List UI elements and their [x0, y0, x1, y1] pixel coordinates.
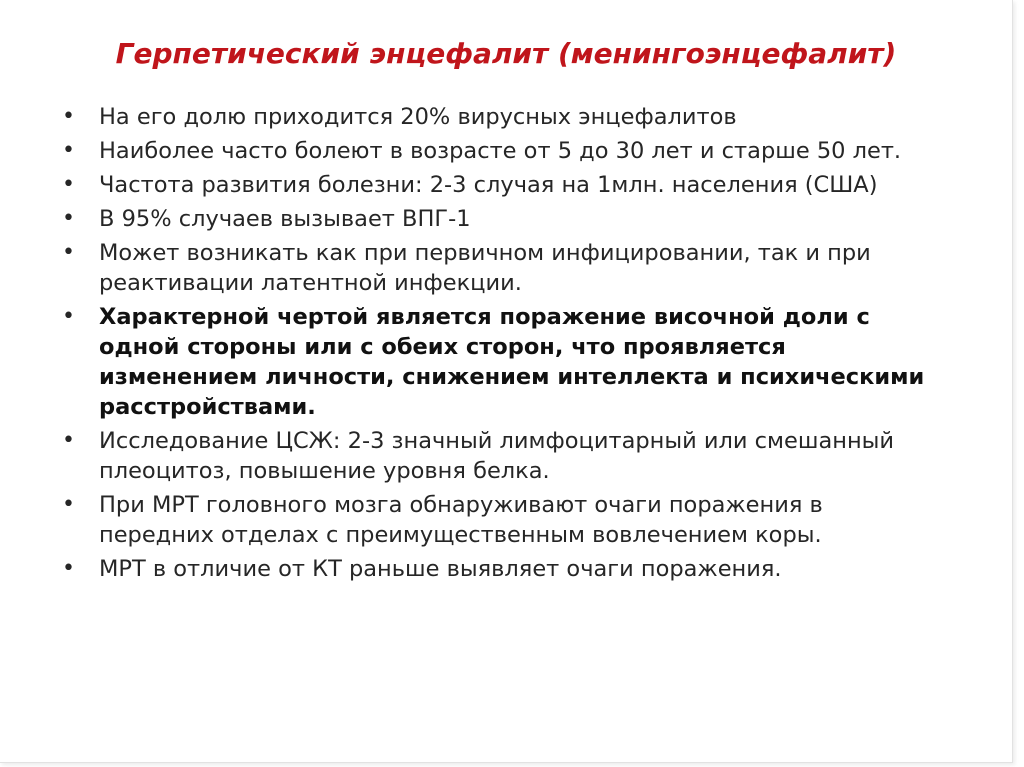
- bullet-icon: •: [62, 206, 75, 231]
- bullet-text: На его долю приходится 20% вирусных энцефалитов: [99, 104, 737, 130]
- bullet-item: [62, 238, 942, 298]
- bullet-icon: •: [62, 240, 75, 265]
- bullet-icon: •: [62, 428, 75, 453]
- bullet-text: Наиболее часто болеют в возрасте от 5 до 30 лет и старше 50 лет.: [99, 138, 902, 164]
- bullet-text: Может возникать как при первичном инфицировании, так и при реактивации латентной инфекции.: [99, 240, 871, 296]
- bullet-text: Исследование ЦСЖ: 2-3 значный лимфоцитарный или смешанный плеоцитоз, повышение уровня белка.: [99, 428, 895, 484]
- slide-title: Герпетический энцефалит (менингоэнцефалит): [115, 37, 897, 70]
- bullet-item: [62, 554, 942, 584]
- bullet-icon: •: [62, 304, 75, 329]
- bullet-item: [62, 170, 942, 200]
- bullet-icon: •: [62, 138, 75, 163]
- bullet-list: [62, 102, 942, 588]
- bullet-item: [62, 426, 942, 486]
- bullet-item: [62, 490, 942, 550]
- bullet-text: Характерной чертой является поражение височной доли с одной стороны или с обеих сторон, что проявляется изменением личности, снижением интеллекта и психическими расстройствами.: [99, 304, 925, 420]
- bullet-item: [62, 102, 942, 132]
- bullet-icon: •: [62, 104, 75, 129]
- bullet-item-highlighted: [62, 302, 942, 422]
- bullet-text: МРТ в отличие от КТ раньше выявляет очаги поражения.: [99, 556, 782, 582]
- bullet-icon: •: [62, 172, 75, 197]
- bullet-icon: •: [62, 492, 75, 517]
- bullet-item: [62, 136, 942, 166]
- bullet-text: Частота развития болезни: 2-3 случая на 1млн. населения (США): [99, 172, 878, 198]
- bullet-item: [62, 204, 942, 234]
- bullet-icon: •: [62, 556, 75, 581]
- bullet-text: При МРТ головного мозга обнаруживают очаги поражения в передних отделах с преимущественным вовлечением коры.: [99, 492, 823, 548]
- bullet-text: В 95% случаев вызывает ВПГ-1: [99, 206, 471, 232]
